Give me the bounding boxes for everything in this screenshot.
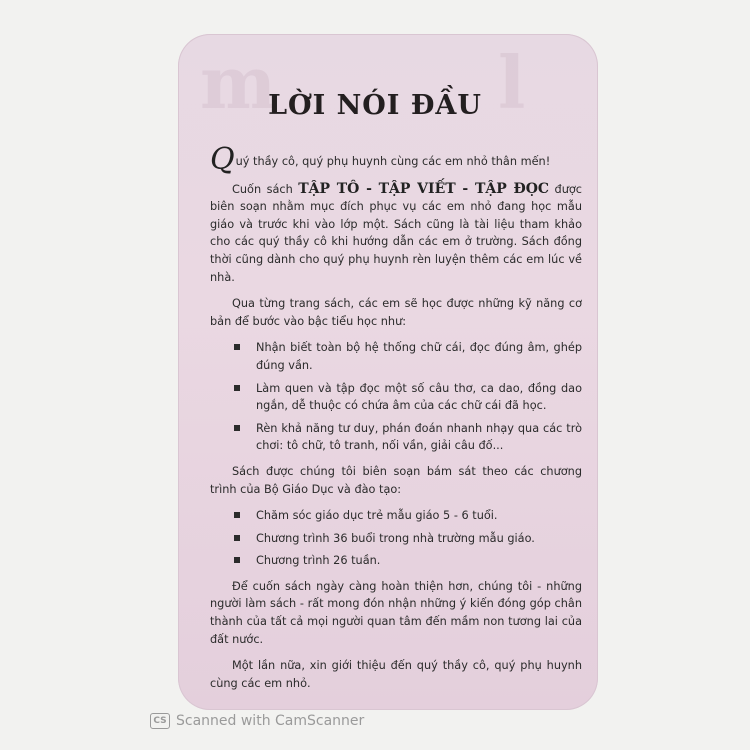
greeting	[210, 142, 582, 177]
list-item-text: Nhận biết toàn bộ hệ thống chữ cái, đọc đúng âm, ghép đúng vần.	[256, 341, 582, 372]
bullet-icon	[234, 535, 240, 541]
watermark-letters: l	[498, 40, 526, 125]
camscanner-logo-icon: CS	[150, 713, 170, 729]
bullet-icon	[234, 557, 240, 563]
program-intro: Sách được chúng tôi biên soạn bám sát theo các chương trình của Bộ Giáo Dục và đào tạo:	[210, 464, 582, 496]
closing-paragraph: Để cuốn sách ngày càng hoàn thiện hơn, chúng tôi - những người làm sách - rất mong đón nhận những ý kiến đóng góp chân thành của tất cả mọi người quan tâm đến mầm non tương lai của đất nước.	[210, 579, 582, 646]
list-item-text: Rèn khả năng tư duy, phán đoán nhanh nhạy qua các trò chơi: tô chữ, tô tranh, nối vần, giải câu đố...	[256, 421, 582, 453]
dropcap: Q	[210, 142, 235, 177]
intro-before: Cuốn sách	[232, 182, 299, 196]
bullet-icon	[234, 512, 240, 518]
list-item	[210, 530, 582, 548]
skills-intro: Qua từng trang sách, các em sẽ học được những kỹ năng cơ bản để bước vào bậc tiểu học như:	[210, 297, 582, 328]
list-item-text: Làm quen và tập đọc một số câu thơ, ca dao, đồng dao ngắn, dễ thuộc có chứa âm của các chữ cái đã học.	[256, 381, 582, 413]
list-item	[210, 380, 582, 415]
scanner-label: Scanned with CamScanner	[176, 713, 365, 729]
list-item	[210, 507, 582, 525]
book-title: TẬP TÔ - TẬP VIẾT - TẬP ĐỌC	[298, 180, 550, 197]
scanner-watermark	[150, 712, 364, 730]
bullet-icon	[234, 344, 240, 350]
page-title: LỜI NÓI ĐẦU	[268, 90, 482, 121]
preface-body	[210, 142, 582, 701]
list-item	[210, 552, 582, 570]
program-list	[210, 507, 582, 570]
intro-paragraph	[210, 181, 582, 287]
skills-list	[210, 339, 582, 455]
bullet-icon	[234, 425, 240, 431]
watermark-letters: m	[200, 40, 277, 125]
final-paragraph: Một lần nữa, xin giới thiệu đến quý thầy cô, quý phụ huynh cùng các em nhỏ.	[210, 659, 582, 690]
list-item-text: Chăm sóc giáo dục trẻ mẫu giáo 5 - 6 tuổi.	[256, 509, 498, 523]
intro-after: được biên soạn nhằm mục đích phục vụ các em nhỏ đang học mẫu giáo và trước khi vào lớp một. Sách cũng là tài liệu tham khảo cho các quý thầy cô khi hướng dẫn các em ở trường. Sách đồng thời cũng dành cho quý phụ huynh rèn luyện thêm các em lúc về nhà.	[210, 182, 582, 284]
list-item	[210, 339, 582, 374]
list-item-text: Chương trình 26 tuần.	[256, 554, 381, 568]
list-item-text: Chương trình 36 buổi trong nhà trường mẫu giáo.	[256, 531, 535, 545]
list-item	[210, 420, 582, 455]
greeting-text: uý thầy cô, quý phụ huynh cùng các em nhỏ thân mến!	[235, 155, 551, 168]
bullet-icon	[234, 385, 240, 391]
